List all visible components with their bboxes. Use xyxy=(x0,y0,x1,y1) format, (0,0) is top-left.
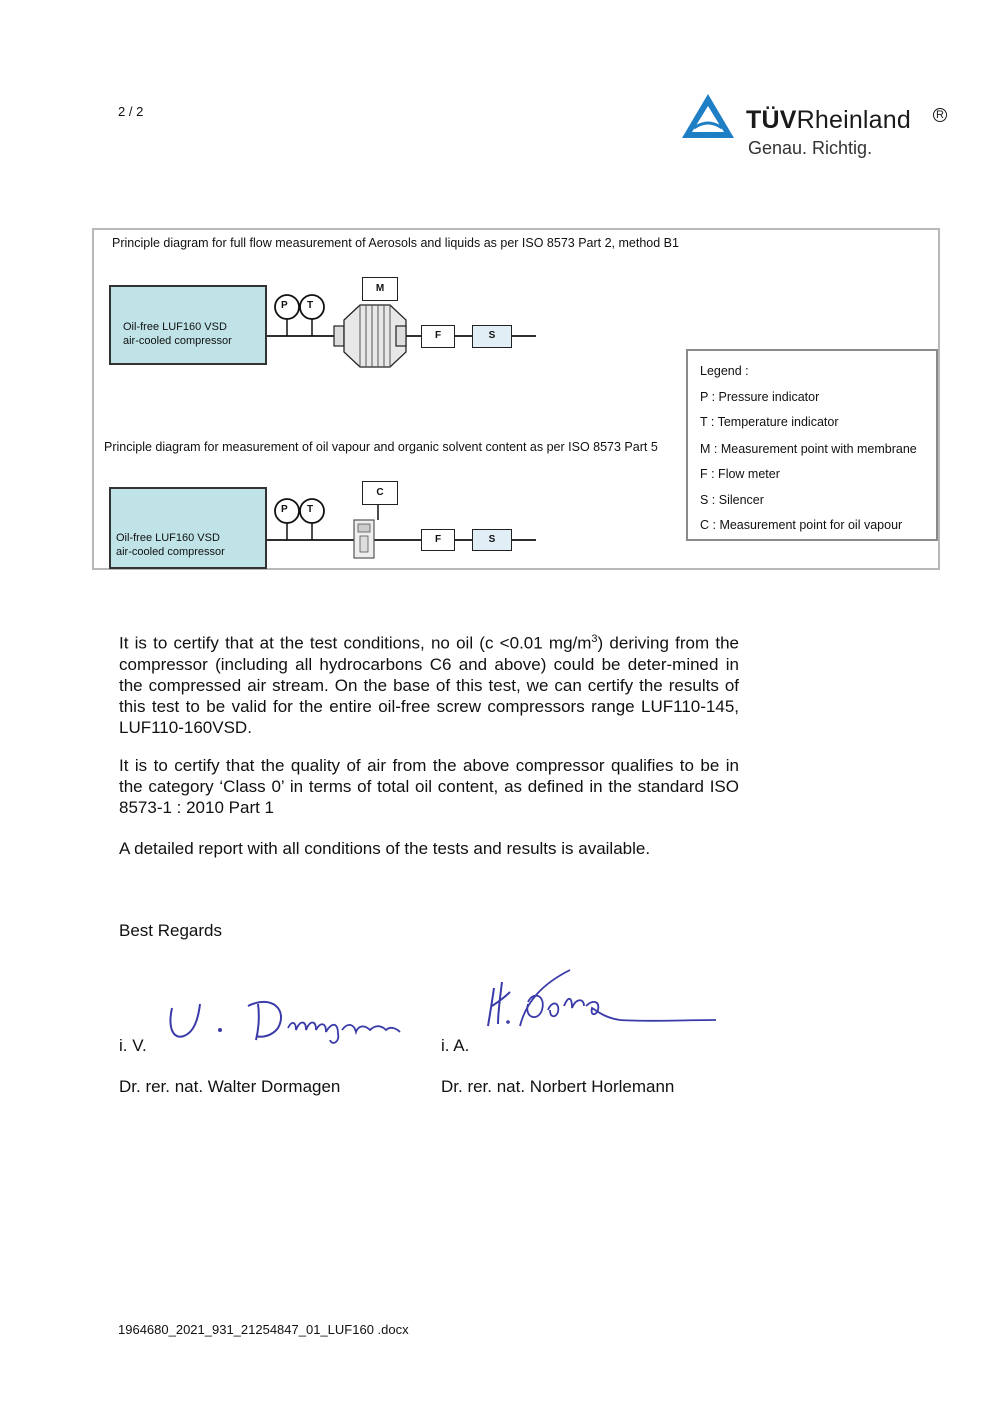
measurement-point-m: M xyxy=(362,277,398,301)
flow-meter-bottom: F xyxy=(421,529,455,551)
gauge-label-t-top: T xyxy=(307,300,314,311)
measurement-point-c: C xyxy=(362,481,398,505)
diagram-title-bottom: Principle diagram for measurement of oil vapour and organic solvent content as per ISO 8573 Part 5 xyxy=(104,440,658,454)
legend-item: T : Temperature indicator xyxy=(700,415,839,429)
availability-paragraph: A detailed report with all conditions of the tests and results is available. xyxy=(119,839,651,858)
signature-prefix-right: i. A. xyxy=(441,1036,470,1055)
silencer-top: S xyxy=(472,325,512,348)
signature-prefix-left: i. V. xyxy=(119,1036,147,1055)
signature-horlemann xyxy=(480,962,720,1032)
registered-mark: R xyxy=(933,108,947,122)
page-number: 2 / 2 xyxy=(118,104,144,119)
certification-paragraph-2: It is to certify that the quality of air from the above compressor qualifies to be in the category ‘Class 0’ in terms of total oil content, as defined in the standard ISO 8573-1 : 2010 Part 1 xyxy=(119,756,739,817)
certification-paragraph-1: It is to certify that at the test conditions, no oil (c <0.01 $mg/m^3$) deriving from the compressor (including all hydrocarbons C6 and above) could be deter-mined in the compressed air stream. On the base of this test, we can certify the results of this test to be valid for the entire oil-free screw compressors range LUF110-145, LUF110-160VSD. xyxy=(119,633,740,737)
logo-brand: TÜVRheinland xyxy=(746,106,911,134)
document-filename: 1964680_2021_931_21254847_01_LUF160 .docx xyxy=(118,1322,409,1337)
membrane-housing xyxy=(334,305,406,367)
silencer-bottom: S xyxy=(472,529,512,551)
flow-meter-top: F xyxy=(421,325,455,348)
signatory-name-left: Dr. rer. nat. Walter Dormagen xyxy=(119,1077,341,1096)
legend-item: F : Flow meter xyxy=(700,467,780,481)
logo-tagline: Genau. Richtig. xyxy=(748,138,873,158)
signatory-name-right: Dr. rer. nat. Norbert Horlemann xyxy=(441,1077,675,1096)
compressor-label-top: Oil-free LUF160 VSD air-cooled compressor xyxy=(123,321,232,347)
legend-item: C : Measurement point for oil vapour xyxy=(700,518,903,532)
legend-item: P : Pressure indicator xyxy=(700,390,820,404)
gauge-label-p-bottom: P xyxy=(281,504,288,515)
compressor-label-bottom: Oil-free LUF160 VSD air-cooled compressor xyxy=(116,532,225,558)
legend-box xyxy=(686,349,938,541)
legend-title: Legend : xyxy=(700,364,749,378)
legend-item: M : Measurement point with membrane xyxy=(700,442,917,456)
gauge-label-t-bottom: T xyxy=(307,504,314,515)
gauge-label-p-top: P xyxy=(281,300,288,311)
oil-vapour-device xyxy=(354,520,374,558)
closing-regards: Best Regards xyxy=(119,921,222,940)
diagram-title-top: Principle diagram for full flow measurement of Aerosols and liquids as per ISO 8573 Part 2, method B1 xyxy=(112,236,679,250)
legend-item: S : Silencer xyxy=(700,493,764,507)
signature-dormagen xyxy=(160,990,410,1050)
